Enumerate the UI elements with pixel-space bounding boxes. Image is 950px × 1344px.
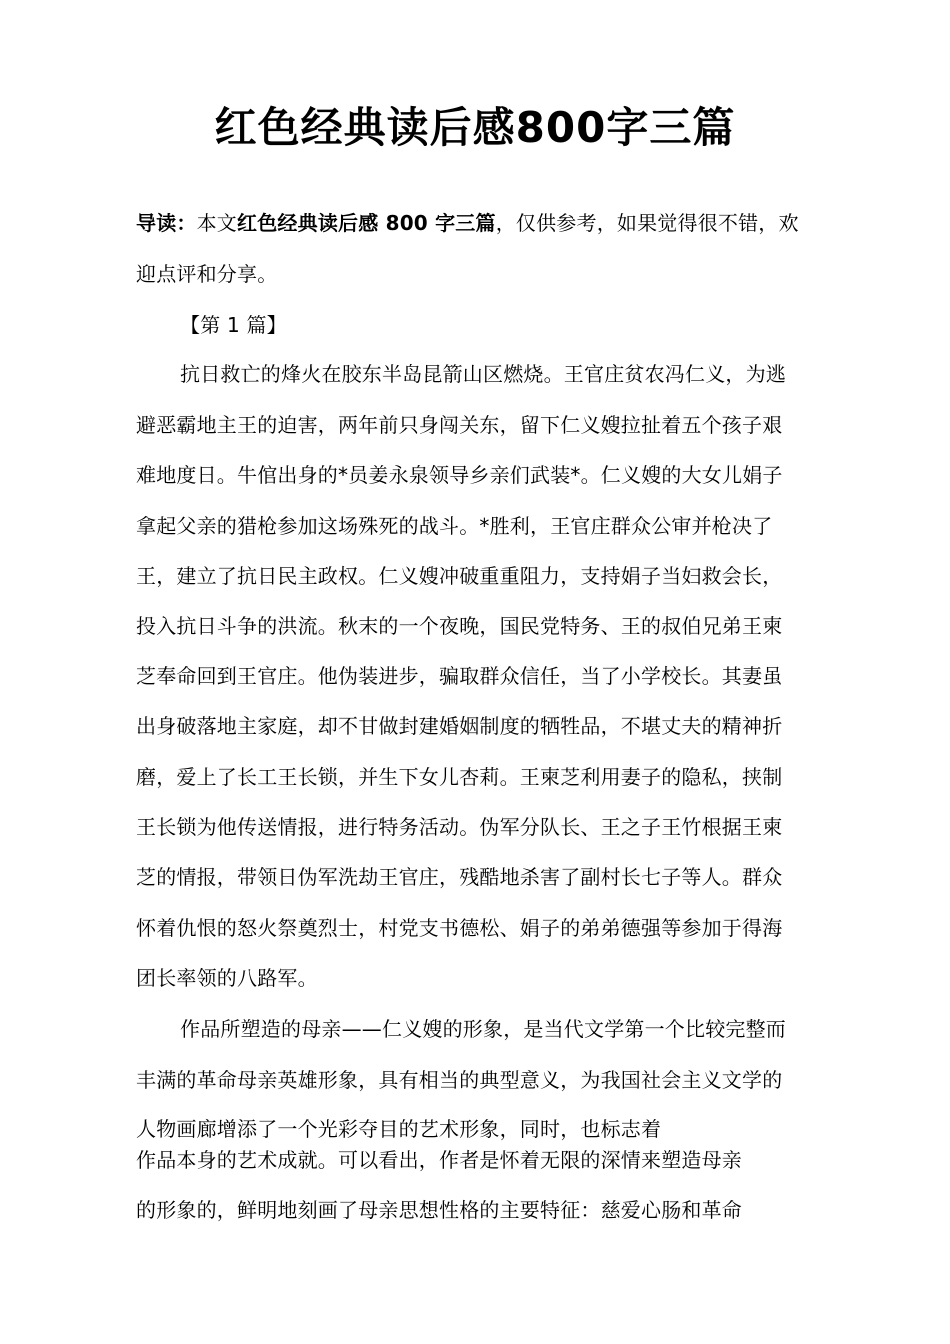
paragraph-line: 王长锁为他传送情报，进行特务活动。伪军分队长、王之子王竹根据王柬 <box>136 815 783 839</box>
intro-label: 导读： <box>136 211 197 235</box>
paragraph-line: 丰满的革命母亲英雄形象，具有相当的典型意义，为我国社会主义文学的 <box>136 1068 783 1092</box>
paragraph-line: 团长率领的八路军。 <box>136 966 318 990</box>
paragraph-line: 人物画廊增添了一个光彩夺目的艺术形象，同时，也标志着 <box>136 1117 662 1141</box>
paragraph-line: 抗日救亡的烽火在胶东半岛昆箭山区燃烧。王官庄贫农冯仁义，为逃 <box>180 362 786 386</box>
paragraph-line: 怀着仇恨的怒火祭奠烈士，村党支书德松、娟子的弟弟德强等参加于得海 <box>136 916 783 940</box>
intro-prefix: 本文 <box>196 211 238 235</box>
paragraph-line: 作品所塑造的母亲——仁义嫂的形象，是当代文学第一个比较完整而 <box>180 1017 786 1041</box>
intro-line-1 <box>136 208 799 238</box>
paragraph-line: 芝的情报，带领日伪军洗劫王官庄，残酷地杀害了副村长七子等人。群众 <box>136 865 783 889</box>
paragraph-line: 芝奉命回到王官庄。他伪装进步，骗取群众信任，当了小学校长。其妻虽 <box>136 664 783 688</box>
paragraph-line: 拿起父亲的猎枪参加这场殊死的战斗。*胜利，王官庄群众公审并枪决了 <box>136 514 773 538</box>
paragraph-line: 作品本身的艺术成就。可以看出，作者是怀着无限的深情来塑造母亲 <box>136 1148 742 1172</box>
intro-line-2: 迎点评和分享。 <box>136 262 278 286</box>
document-title: 红色经典读后感800字三篇 <box>214 103 736 152</box>
intro-suffix: ，仅供参考，如果觉得很不错，欢 <box>495 211 799 235</box>
intro-highlight: 红色经典读后感 800 字三篇 <box>237 211 496 235</box>
paragraph-line: 难地度日。牛倌出身的*员姜永泉领导乡亲们武装*。仁义嫂的大女儿娟子 <box>136 463 783 487</box>
section-heading: 【第 1 篇】 <box>180 313 287 337</box>
paragraph-line: 磨，爱上了长工王长锁，并生下女儿杏莉。王柬芝利用妻子的隐私，挟制 <box>136 765 783 789</box>
paragraph-line: 的形象的，鲜明地刻画了母亲思想性格的主要特征：慈爱心肠和革命 <box>136 1198 742 1222</box>
paragraph-line: 王，建立了抗日民主政权。仁义嫂冲破重重阻力，支持娟子当妇救会长， <box>136 564 783 588</box>
paragraph-line: 出身破落地主家庭，却不甘做封建婚姻制度的牺牲品，不堪丈夫的精神折 <box>136 714 783 738</box>
paragraph-line: 避恶霸地主王的迫害，两年前只身闯关东，留下仁义嫂拉扯着五个孩子艰 <box>136 413 783 437</box>
paragraph-line: 投入抗日斗争的洪流。秋末的一个夜晚，国民党特务、王的叔伯兄弟王柬 <box>136 614 783 638</box>
